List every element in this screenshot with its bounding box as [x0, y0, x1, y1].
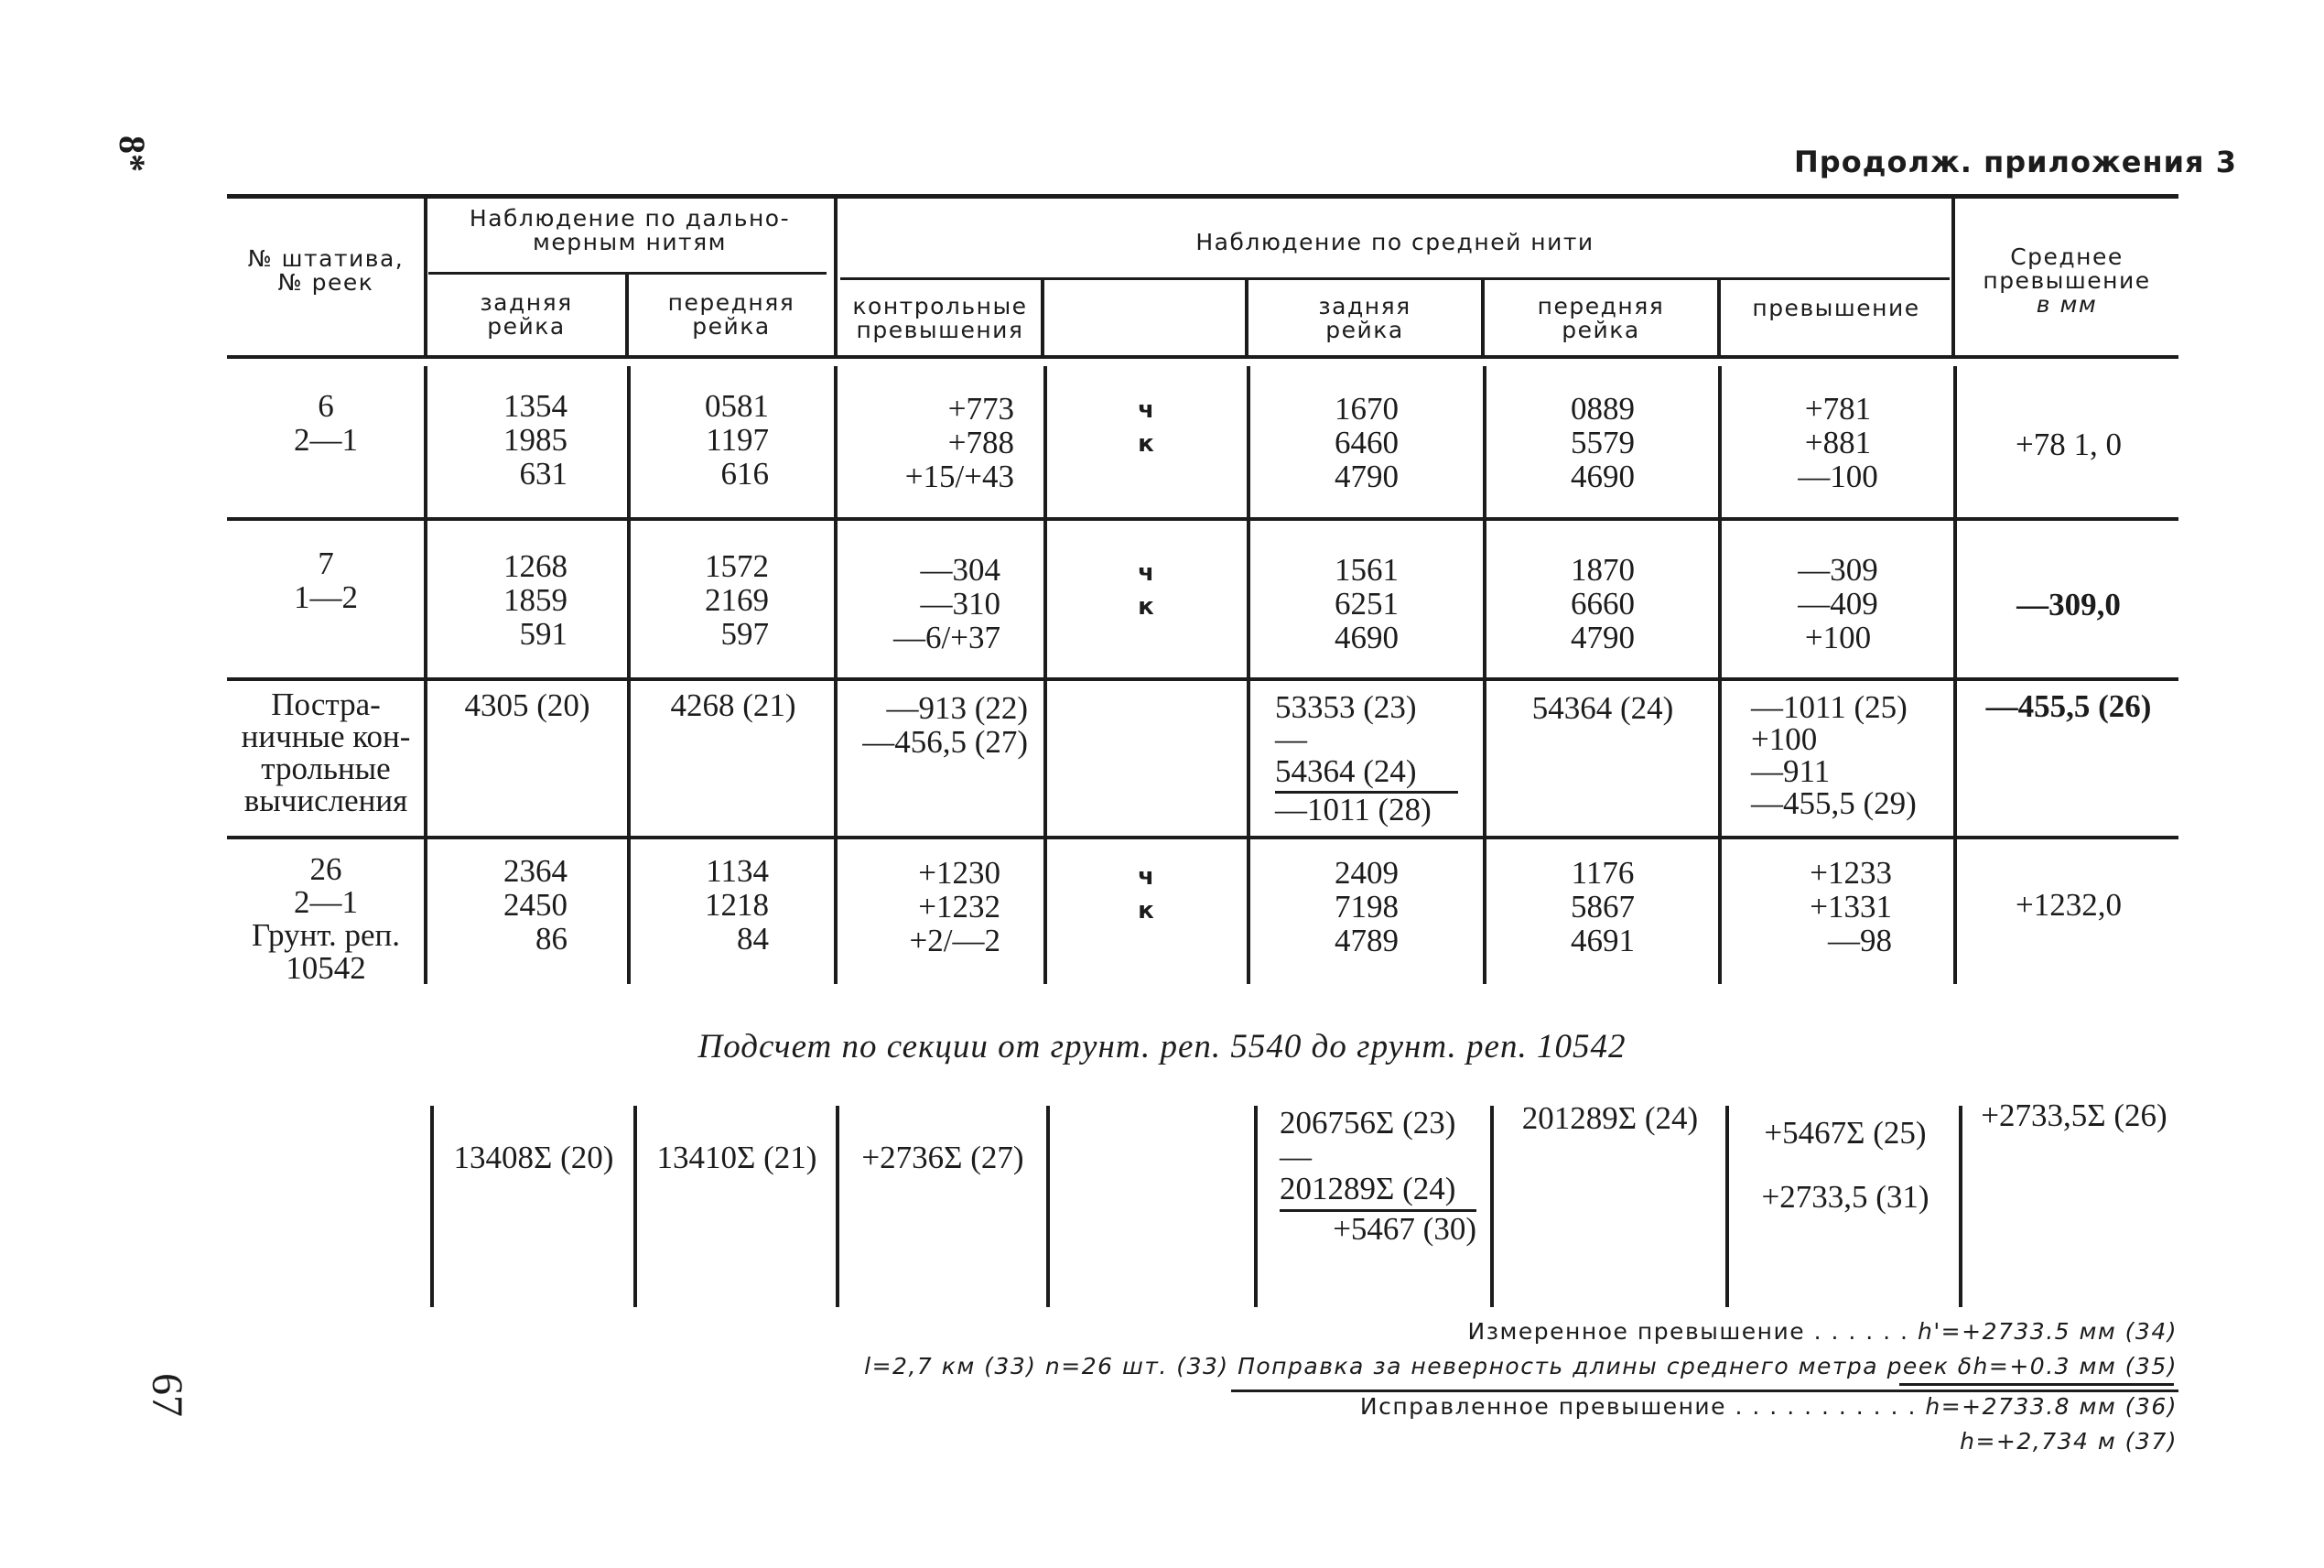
cell-line: 4690	[1571, 459, 1635, 494]
header-vrule-1	[424, 199, 427, 357]
cell-line: 4789	[1335, 923, 1399, 958]
cell-line: —	[1275, 721, 1307, 757]
cell-line: 84	[737, 921, 769, 957]
cell-line: трольные	[261, 751, 391, 786]
header-mid-front-line: рейка	[1562, 317, 1640, 343]
summary-mean: +2733,5Σ (26)	[1981, 1098, 2167, 1133]
stadia-back-cell	[430, 549, 624, 651]
cell-line: 206756Σ (23)	[1280, 1105, 1456, 1141]
cell-line: 616	[720, 456, 769, 492]
cell-line: 1572	[705, 548, 769, 584]
excess-cell	[1723, 392, 1953, 493]
cell-line: 1134	[706, 853, 769, 889]
header-vrule-3	[834, 199, 838, 357]
header-stadia-group	[428, 207, 831, 254]
cell-line: +15/+43	[904, 459, 1014, 494]
header-mid-front-line: передняя	[1537, 293, 1665, 319]
cell-line: 4690	[1335, 620, 1399, 655]
footer-line-corrected	[1360, 1393, 2178, 1420]
mid-front-cell	[1487, 392, 1718, 493]
cell-line: +2733,5 (31)	[1761, 1179, 1929, 1215]
cell-line: 631	[519, 456, 567, 492]
row-rule-3	[227, 836, 2178, 839]
cell-line: ч	[1138, 559, 1154, 587]
footer-underline-1	[1899, 1383, 2174, 1386]
cell-line: 6	[318, 388, 334, 424]
stadia-front-cell	[632, 389, 769, 491]
cell-line: 201289Σ (24)	[1280, 1171, 1456, 1206]
header-vrule-5	[1245, 280, 1248, 357]
station-cell	[229, 688, 423, 816]
side-cell	[1048, 860, 1244, 928]
summary-vrule-3	[836, 1106, 839, 1307]
header-control-line: превышения	[856, 317, 1024, 343]
cell-line: —1011 (25)	[1751, 689, 1908, 725]
header-stadia-front-line: рейка	[692, 313, 771, 340]
body-vrule-3	[834, 366, 838, 984]
cell-line: —409	[1798, 586, 1878, 622]
cell-line: 53353 (23)	[1275, 689, 1417, 725]
control-cell	[840, 392, 1014, 493]
mid-front-cell	[1487, 553, 1718, 654]
cell-line: 26	[309, 851, 342, 887]
side-cell	[1048, 394, 1244, 461]
footer-value: δh=+0.3 мм (35)	[1957, 1353, 2178, 1379]
cell-line: 597	[720, 616, 769, 652]
mid-front-cell	[1487, 856, 1718, 957]
footer-label: Измеренное превышение . . . . . .	[1467, 1318, 1909, 1345]
cell-line: —310	[920, 586, 1000, 622]
header-station-line: № реек	[277, 269, 374, 296]
header-vrule-4	[1041, 280, 1044, 357]
cell-line: 2—1	[294, 422, 358, 458]
cell-line: к	[1138, 593, 1154, 621]
body-vrule-1	[424, 366, 427, 984]
summary-stadia-front: 13410Σ (21)	[656, 1140, 817, 1175]
body-vrule-2	[627, 366, 631, 984]
cell-line: 1561	[1335, 552, 1399, 588]
cell-line: 0581	[705, 388, 769, 424]
mid-back-cell	[1275, 691, 1481, 826]
header-mean-line: в мм	[2036, 291, 2098, 318]
control-cell	[840, 856, 1000, 957]
footer-value: h'=+2733.5 мм (34)	[1917, 1318, 2178, 1345]
summary-vrule-1	[430, 1106, 434, 1307]
cell-line: вычисления	[243, 783, 408, 818]
cell-line: Постра-	[271, 687, 381, 722]
page-header: Продолж. приложения 3	[1794, 145, 2237, 179]
cell-line: 7	[318, 546, 334, 581]
cell-line: —913 (22)	[886, 690, 1028, 726]
header-stadia-front	[630, 291, 833, 339]
cell-line: +788	[947, 425, 1014, 460]
header-station	[229, 247, 423, 295]
summary-control: +2736Σ (27)	[861, 1140, 1024, 1175]
cell-line: 4790	[1571, 620, 1635, 655]
cell-line: 2409	[1335, 855, 1399, 891]
cell-line: 2450	[503, 887, 567, 923]
row-rule-1	[227, 517, 2178, 521]
cell-line: 1670	[1335, 391, 1399, 427]
header-stadia-group-line: мерным нитям	[532, 229, 728, 255]
cell-line: —304	[920, 552, 1000, 588]
cell-line: 54364 (24)	[1275, 753, 1417, 789]
cell-line: 2169	[705, 582, 769, 618]
footer-line-correction	[864, 1353, 2178, 1379]
header-excess: превышение	[1752, 295, 1920, 321]
body-vrule-4	[1043, 366, 1047, 984]
cell-line: 7198	[1335, 889, 1399, 925]
stadia-back-cell	[430, 854, 624, 956]
cell-line: Грунт. реп.	[252, 917, 400, 953]
cell-line: +1331	[1810, 889, 1892, 925]
cell-line: +5467 (30)	[1280, 1209, 1476, 1246]
control-cell	[840, 691, 1028, 759]
mid-back-cell	[1251, 856, 1482, 957]
cell-line: —911	[1751, 753, 1831, 789]
cell-line: —6/+37	[893, 620, 1000, 655]
station-cell	[229, 546, 423, 614]
stadia-front-cell	[632, 549, 769, 651]
control-cell	[840, 553, 1000, 654]
footer-label: Исправленное превышение . . . . . . . . . . .	[1359, 1393, 1917, 1420]
station-cell	[229, 389, 423, 457]
cell-line: +781	[1804, 391, 1872, 427]
header-control-line: контрольные	[852, 293, 1028, 319]
cell-line: 1985	[503, 422, 567, 458]
cell-line: 2364	[503, 853, 567, 889]
cell-line: +5467Σ (25)	[1764, 1115, 1927, 1151]
cell-line: —100	[1798, 459, 1878, 494]
cell-line: ничные кон-	[241, 719, 411, 754]
summary-vrule-7	[1725, 1106, 1729, 1307]
stadia-back-cell	[430, 389, 624, 491]
cell-line: —309	[1798, 552, 1878, 588]
footer-underline-2	[1231, 1390, 2178, 1392]
footer-line-result	[1960, 1428, 2178, 1454]
side-cell	[1048, 557, 1244, 624]
cell-line: +100	[1804, 620, 1872, 655]
stadia-front-cell	[632, 854, 769, 956]
summary-mid-front: 201289Σ (24)	[1521, 1100, 1699, 1136]
header-mean	[1957, 245, 2177, 317]
body-vrule-8	[1953, 366, 1957, 984]
summary-excess	[1731, 1101, 1960, 1229]
header-mid-back	[1249, 295, 1480, 342]
summary-vrule-5	[1254, 1106, 1258, 1307]
cell-line: 1870	[1571, 552, 1635, 588]
summary-mid-back	[1280, 1106, 1488, 1246]
cell-line: —455,5 (29)	[1751, 785, 1917, 821]
header-bottom-rule	[227, 355, 2178, 359]
cell-line: +1233	[1810, 855, 1892, 891]
cell-line: 0889	[1571, 391, 1635, 427]
excess-cell	[1723, 553, 1953, 654]
cell-line: 591	[519, 616, 567, 652]
summary-stadia-back: 13408Σ (20)	[453, 1140, 614, 1175]
header-stadia-back-line: задняя	[480, 289, 573, 316]
cell-line: +1230	[918, 855, 1000, 891]
cell-line: 4790	[1335, 459, 1399, 494]
cell-line: 1268	[503, 548, 567, 584]
cell-line: —1011 (28)	[1275, 791, 1458, 826]
cell-line: +2/—2	[909, 923, 1000, 958]
header-mid-back-line: рейка	[1325, 317, 1404, 343]
cell-line: 6460	[1335, 425, 1399, 460]
section-title: Подсчет по секции от грунт. реп. 5540 до грунт. реп. 10542	[697, 1028, 1627, 1065]
header-mean-line: Среднее	[2010, 243, 2124, 270]
body-vrule-7	[1718, 366, 1722, 984]
header-stadia-front-line: передняя	[667, 289, 795, 316]
summary-vrule-6	[1490, 1106, 1494, 1307]
cell-line: 1197	[706, 422, 769, 458]
cell-line: 1—2	[294, 579, 358, 615]
mean-cell: +1232,0	[2016, 887, 2122, 923]
mean-cell: —309,0	[2016, 587, 2121, 622]
cell-line: к	[1138, 897, 1154, 925]
header-middle-group: Наблюдение по средней нити	[1195, 229, 1594, 255]
body-vrule-6	[1483, 366, 1486, 984]
row-rule-2	[227, 677, 2178, 681]
header-stadia-back	[428, 291, 624, 339]
cell-line: +881	[1804, 425, 1872, 460]
cell-line: —456,5 (27)	[862, 724, 1028, 760]
middle-header-rule	[840, 277, 1950, 280]
cell-line: 4691	[1571, 923, 1635, 958]
summary-vrule-2	[633, 1106, 637, 1307]
body-vrule-5	[1247, 366, 1250, 984]
header-mid-front	[1486, 295, 1716, 342]
stadia-front-cell: 4268 (21)	[670, 687, 796, 723]
cell-line: 5579	[1571, 425, 1635, 460]
cell-line: 5867	[1571, 889, 1635, 925]
header-stadia-back-line: рейка	[487, 313, 566, 340]
cell-line: ч	[1138, 396, 1154, 424]
mid-front-cell: 54364 (24)	[1531, 690, 1674, 726]
table-top-rule	[227, 194, 2178, 199]
cell-line: 6660	[1571, 586, 1635, 622]
header-stadia-group-line: Наблюдение по дально-	[469, 205, 791, 232]
header-vrule-8	[1951, 199, 1955, 357]
footer-value: h=+2,734 м (37)	[1960, 1428, 2178, 1454]
footer-value: h=+2733.8 мм (36)	[1925, 1393, 2178, 1420]
excess-cell	[1751, 691, 1948, 819]
cell-line: 10542	[286, 950, 366, 986]
cell-line: 1176	[1571, 855, 1635, 891]
summary-vrule-4	[1046, 1106, 1050, 1307]
excess-cell	[1723, 856, 1892, 957]
corner-mark: 8*	[112, 135, 153, 172]
mean-cell: —455,5 (26)	[1985, 688, 2152, 724]
mean-cell: +78 1, 0	[2016, 427, 2122, 462]
cell-line: 1218	[705, 887, 769, 923]
header-station-line: № штатива,	[247, 245, 405, 272]
cell-line: 86	[535, 921, 567, 957]
cell-line: —98	[1828, 923, 1892, 958]
cell-line: +1232	[918, 889, 1000, 925]
header-vrule-2	[625, 275, 629, 357]
cell-line: +100	[1751, 721, 1818, 757]
mid-back-cell	[1251, 392, 1482, 493]
cell-line: ч	[1138, 863, 1154, 891]
mid-back-cell	[1251, 553, 1482, 654]
cell-line: 6251	[1335, 586, 1399, 622]
stadia-back-cell: 4305 (20)	[464, 687, 590, 723]
cell-line: 1354	[503, 388, 567, 424]
cell-line: 2—1	[294, 884, 358, 920]
header-mid-back-line: задняя	[1318, 293, 1411, 319]
cell-line: —	[1280, 1139, 1312, 1174]
footer-label: l=2,7 км (33) n=26 шт. (33) Поправка за неверность длины среднего метра реек	[864, 1353, 1950, 1379]
cell-line: 1859	[503, 582, 567, 618]
header-vrule-6	[1481, 280, 1485, 357]
cell-line: к	[1138, 430, 1154, 458]
header-mean-line: превышение	[1983, 267, 2151, 294]
station-cell	[229, 853, 423, 985]
cell-line: +773	[947, 391, 1014, 427]
footer-line-measured	[1468, 1318, 2178, 1345]
header-control	[840, 295, 1040, 342]
page-number: 67	[143, 1373, 191, 1417]
